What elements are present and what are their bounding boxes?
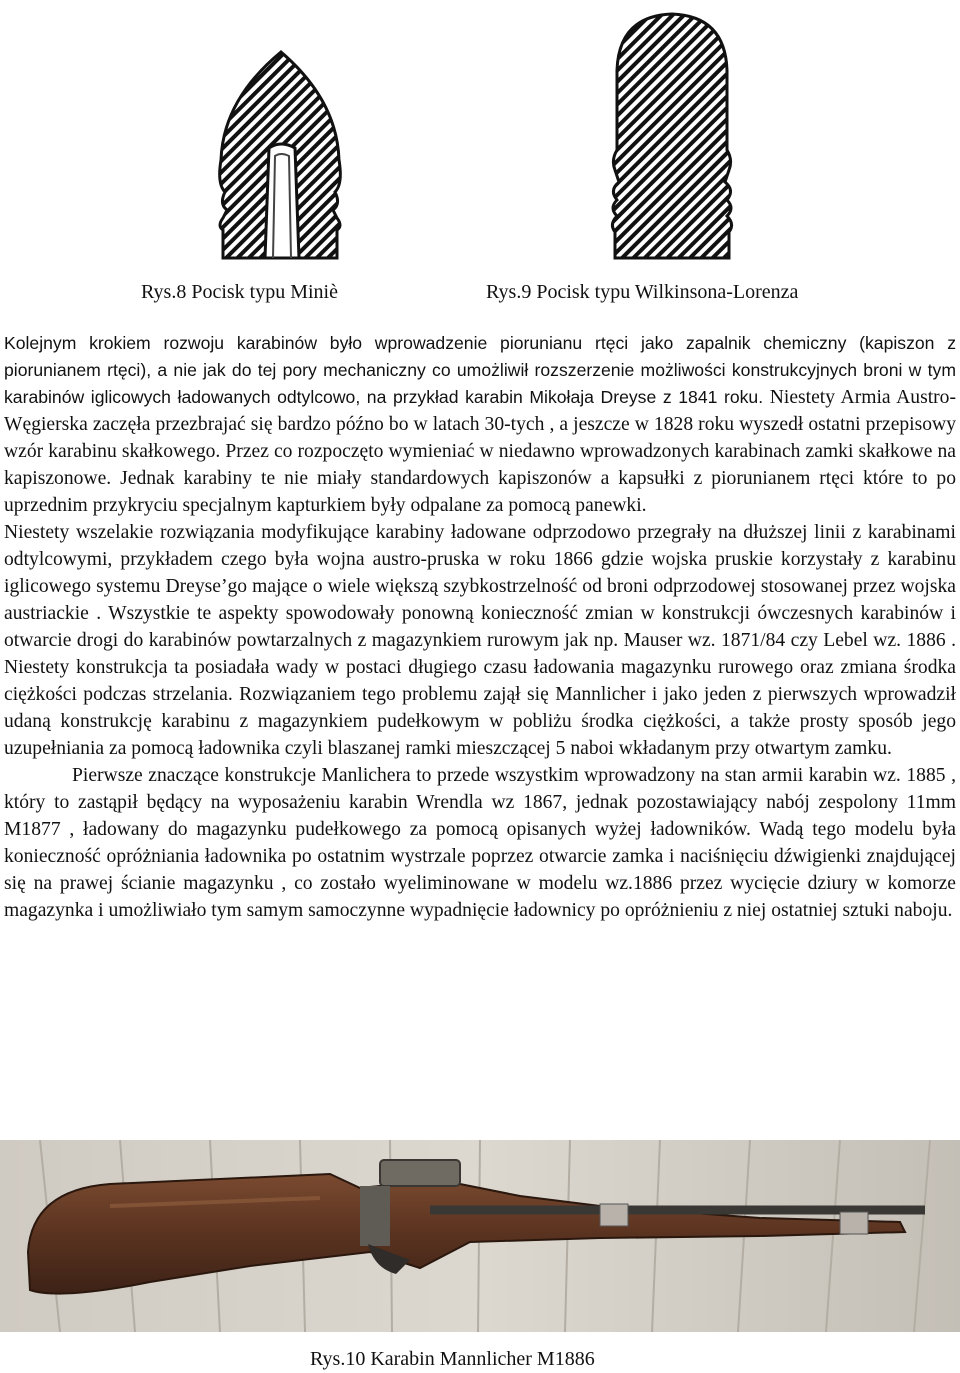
wilkinson-lorenz-bullet-figure xyxy=(607,10,737,260)
figure-8-caption: Rys.8 Pocisk typu Miniè xyxy=(141,281,338,303)
paragraph-1-sentence-3: Przez co rozpoczęto wymieniać w niedawno wprowadzonych karabinach zamki skałkowe na kapiszonowe. xyxy=(4,441,956,489)
body-text xyxy=(4,330,956,924)
paragraph-3: Pierwsze znaczące konstrukcje Manlichera to przede wszystkim wprowadzony na stan armii karabin wz. 1885 , który to zastąpił będący na wyposażeniu karabin Wrendla wz 1867, jednak pozostawiający nabój zespolony 11mm M1877 , ładowany do magazynku pudełkowego za pomocą opisanych wyżej ładowników. Wadą tego modelu była konieczność opróżniania ładownika po ostatnim wystrzale poprzez otwarcie zamka i naciśnięciu dźwigienki znajdującej się na prawej ścianie magazynku , co zostało wyeliminowane w modelu wz.1886 przez wycięcie dziury w komorze magazynka i umożliwiało tym samym samoczynne wypadnięcie ładownicy po opróżnieniu z niej ostatniej sztuki naboju. xyxy=(4,765,956,921)
mannlicher-rifle-photo xyxy=(0,1140,960,1332)
paragraph-1 xyxy=(4,330,956,519)
figure-10-caption: Rys.10 Karabin Mannlicher M1886 xyxy=(310,1348,595,1370)
paragraph-1-sentence-4: Jednak karabiny te nie miały standardowych kapiszonów a kapsułki z piorunianem rtęci które to po uprzednim przykryciu specjalnym kapturkiem były odpalane za pomocą panewki. xyxy=(4,468,956,516)
paragraph-1-sentence-2: Niestety Armia Austro-Węgierska zaczęła przezbrajać się bardzo późno bo w latach 30-tych , a jeszcze w 1828 roku wyszedł ostatni przepisowy wzór karabinu skałkowego. xyxy=(4,387,956,462)
paragraph-2: Niestety wszelakie rozwiązania modyfikujące karabiny ładowane odprzodowo przegrały na dłuższej linii z karabinami odtylcowymi, przykładem czego była wojna austro-pruska w roku 1866 gdzie wojska pruskie korzystały z karabinu iglicowego systemu Dreyse’go mające o wiele większą szybkostrzelność od broni odprzodowej stosowanej przez wojska austriackie . Wszystkie te aspekty spowodowały ponowną konieczność zmian w konstrukcji ówczesnych karabinów i otwarcie drogi do karabinów powtarzalnych z magazynkiem rurowym jak np. Mauser wz. 1871/84 czy Lebel wz. 1886 . Niestety konstrukcja ta posiadała wady w postaci długiego czasu ładowania magazynku rurowego oraz zmiana środka ciężkości podczas strzelania. Rozwiązaniem tego problemu zajął się Mannlicher i jako jeden z pierwszych wprowadził udaną konstrukcję karabinu z magazynkiem pudełkowym w pobliżu środka ciężkości, a także prosty sposób jego uzupełniania za pomocą ładownika czyli blaszanej ramki mieszczącej 5 naboi wkładanym przy otwartym zamku. xyxy=(4,522,956,759)
figure-9-caption: Rys.9 Pocisk typu Wilkinsona-Lorenza xyxy=(486,281,799,303)
minie-bullet-figure xyxy=(215,40,345,260)
paragraph-1-sentence-1: Kolejnym krokiem rozwoju karabinów było wprowadzenie piorunianu rtęci jako zapalnik chemiczny (kapiszon z piorunianem rtęci), a nie jak do tej pory mechaniczny co umożliwił rozszerzenie możliwości konstrukcyjnych broni w tym karabinów iglicowych ładowanych odtylcowo, na przykład karabin Mikołaja Dreyse z 1841 roku. xyxy=(4,333,956,407)
